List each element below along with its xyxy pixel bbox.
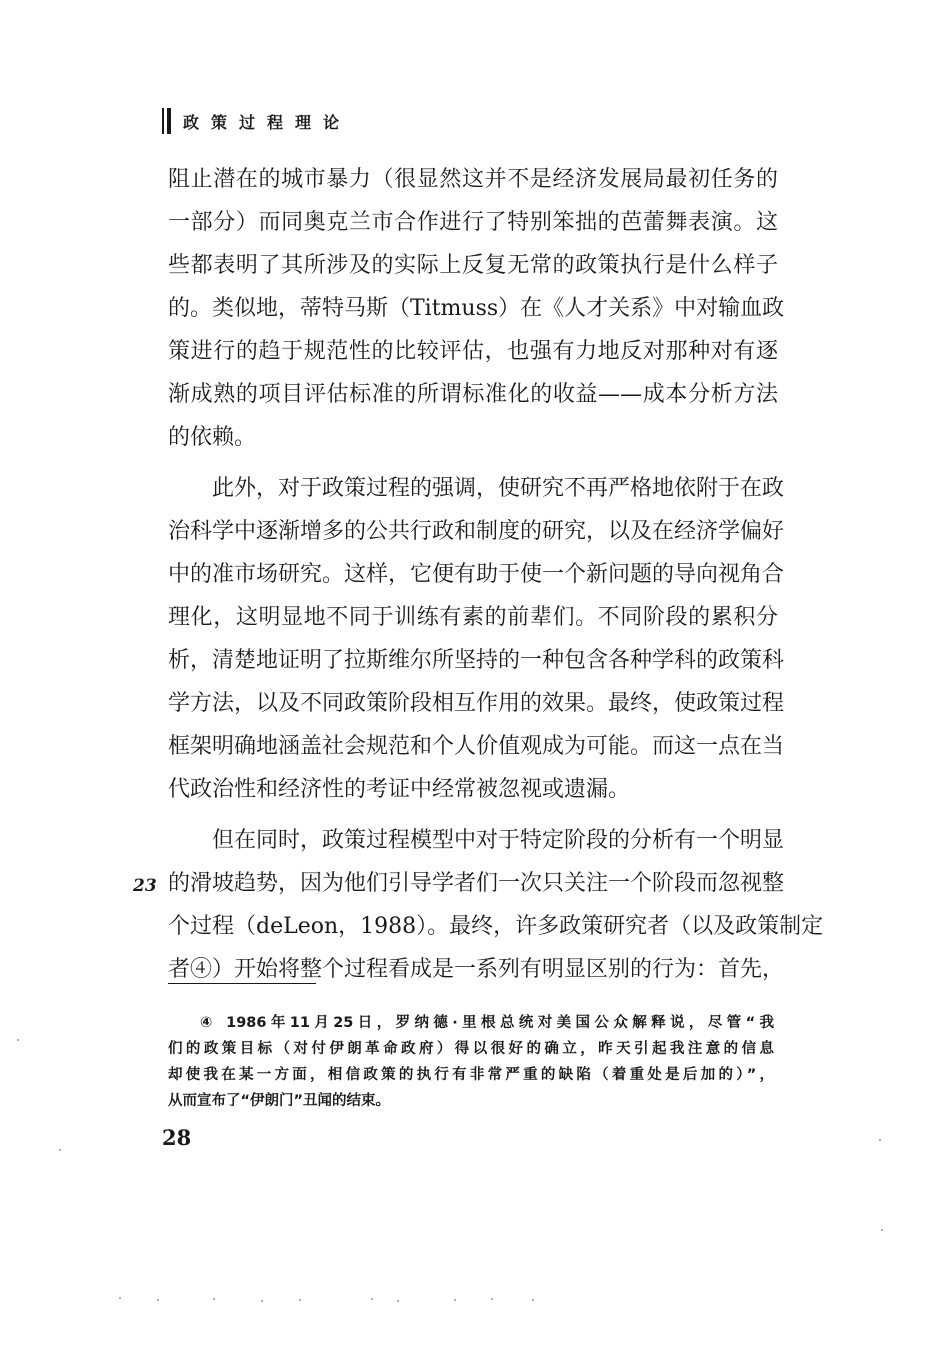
margin-page-reference: 23 xyxy=(133,876,157,896)
footnote-line: 却使我在某一方面，相信政策的执行有非常严重的缺陷（着重处是后加的）”， xyxy=(168,1067,774,1083)
body-line: 些都表明了其所涉及的实际上反复无常的政策执行是什么样子 xyxy=(168,253,778,278)
footnote-line: ④ 1986年11月25日，罗纳德·里根总统对美国公众解释说，尽管“我 xyxy=(200,1015,774,1031)
body-line: 此外，对于政策过程的强调，使研究不再严格地依附于在政 xyxy=(212,476,785,501)
body-line: 一部分）而同奥克兰市合作进行了特别笨拙的芭蕾舞表演。这 xyxy=(168,210,778,235)
body-line: 个过程（deLeon，1988）。最终，许多政策研究者（以及政策制定 xyxy=(168,914,824,939)
body-line: 框架明确地涵盖社会规范和个人价值观成为可能。而这一点在当 xyxy=(168,734,785,759)
running-header-title: 政策过程理论 xyxy=(183,112,352,132)
body-line: 者④）开始将整个过程看成是一系列有明显区别的行为：首先， xyxy=(168,957,785,982)
body-line: 理化，这明显地不同于训练有素的前辈们。不同阶段的累积分 xyxy=(168,605,778,630)
body-line: 学方法，以及不同政策阶段相互作用的效果。最终，使政策过程 xyxy=(168,691,785,716)
body-line: 治科学中逐渐增多的公共行政和制度的研究，以及在经济学偏好 xyxy=(168,519,785,544)
body-line: 的。类似地，蒂特马斯（Titmuss）在《人才关系》中对输血政 xyxy=(168,296,785,321)
page-number: 28 xyxy=(162,1125,192,1150)
body-line: 渐成熟的项目评估标准的所谓标准化的收益——成本分析方法 xyxy=(168,382,778,407)
body-line: 中的准市场研究。这样，它便有助于使一个新问题的导向视角合 xyxy=(168,562,785,587)
footnote-line: 们的政策目标（对付伊朗革命政府）得以很好的确立，昨天引起我注意的信息 xyxy=(168,1041,774,1057)
body-line: 但在同时，政策过程模型中对于特定阶段的分析有一个明显 xyxy=(212,828,785,853)
footnote-line: 从而宣布了“伊朗门”丑闻的结束。 xyxy=(168,1093,391,1109)
body-line: 代政治性和经济性的考证中经常被忽视或遗漏。 xyxy=(168,777,631,802)
body-line: 析，清楚地证明了拉斯维尔所坚持的一种包含各种学科的政策科 xyxy=(168,648,785,673)
body-line: 的依赖。 xyxy=(168,425,257,450)
body-line: 策进行的趋于规范性的比较评估，也强有力地反对那种对有逐 xyxy=(168,339,778,364)
body-line: 的滑坡趋势，因为他们引导学者们一次只关注一个阶段而忽视整 xyxy=(168,871,785,896)
body-line: 阻止潜在的城市暴力（很显然这并不是经济发展局最初任务的 xyxy=(168,167,778,192)
